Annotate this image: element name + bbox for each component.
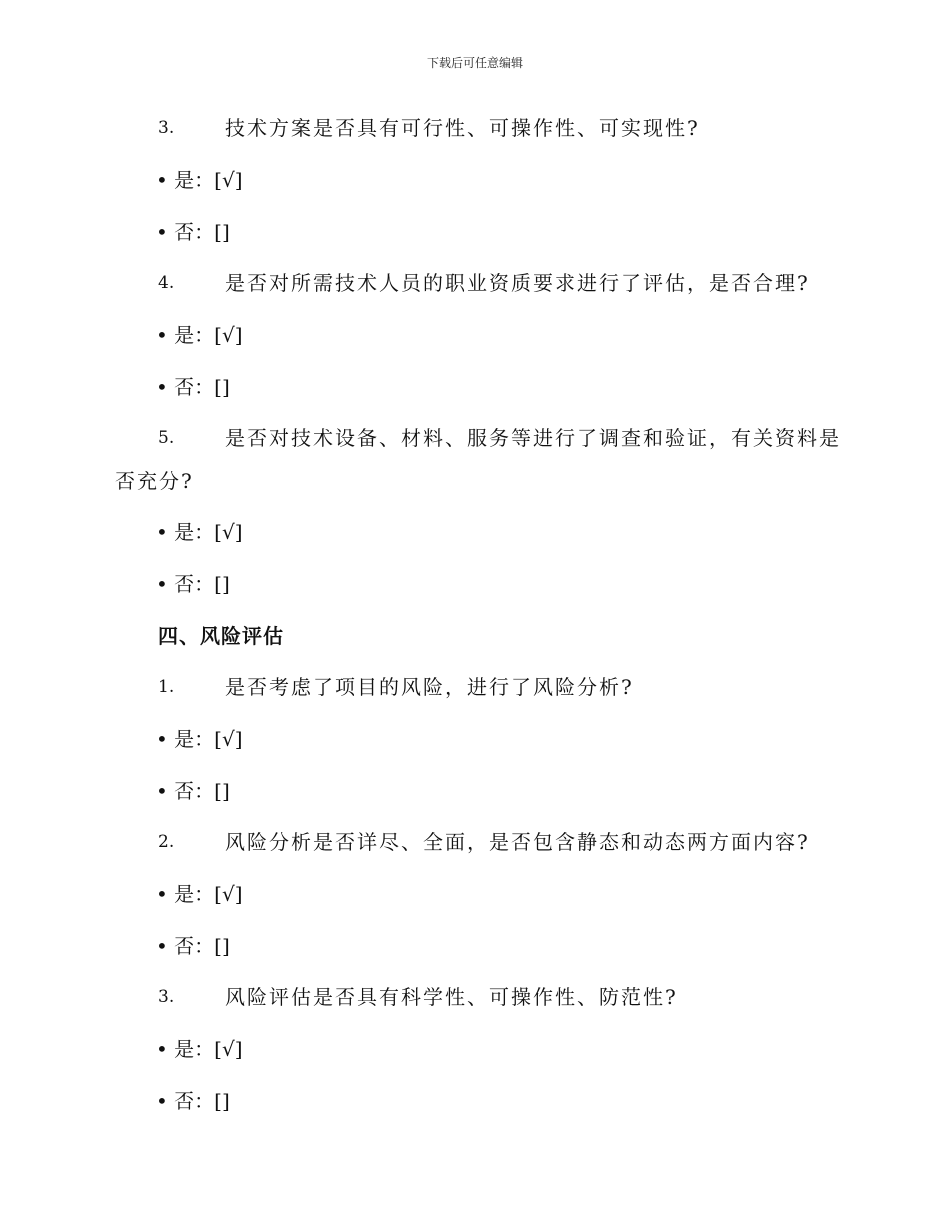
question-number: 3. (158, 987, 175, 1007)
option-yes-checked: • 是：[√] (156, 168, 243, 192)
question-text: 是否考虑了项目的风险，进行了风险分析? (225, 675, 634, 699)
option-yes-checked: • 是：[√] (156, 882, 243, 906)
option-no: • 否：[] (156, 375, 230, 399)
question-text: 风险评估是否具有科学性、可操作性、防范性? (225, 985, 678, 1009)
option-no: • 否：[] (156, 934, 230, 958)
option-no: • 否：[] (156, 1089, 230, 1113)
question-text-continued: 否充分? (115, 469, 194, 493)
question-number: 1. (158, 677, 175, 697)
section-heading: 四、风险评估 (158, 624, 284, 648)
option-no: • 否：[] (156, 220, 230, 244)
question-number: 5. (158, 428, 175, 448)
question-number: 4. (158, 273, 175, 293)
option-yes-checked: • 是：[√] (156, 520, 243, 544)
question-number: 2. (158, 832, 175, 852)
question-number: 3. (158, 118, 175, 138)
question-text: 是否对技术设备、材料、服务等进行了调查和验证，有关资料是 (225, 426, 841, 450)
option-yes-checked: • 是：[√] (156, 323, 243, 347)
option-yes-checked: • 是：[√] (156, 1037, 243, 1061)
option-yes-checked: • 是：[√] (156, 727, 243, 751)
option-no: • 否：[] (156, 572, 230, 596)
question-text: 是否对所需技术人员的职业资质要求进行了评估，是否合理? (225, 271, 810, 295)
question-text: 风险分析是否详尽、全面，是否包含静态和动态两方面内容? (225, 830, 810, 854)
question-text: 技术方案是否具有可行性、可操作性、可实现性? (225, 116, 700, 140)
option-no: • 否：[] (156, 779, 230, 803)
page-header: 下载后可任意编辑 (426, 56, 523, 70)
